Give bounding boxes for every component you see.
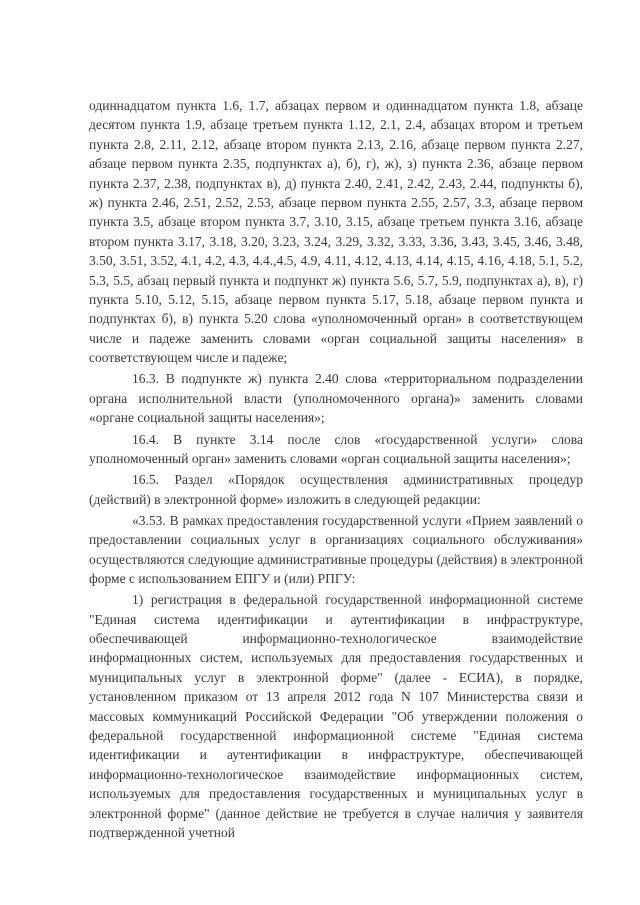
paragraph-item-1: 1) регистрация в федеральной государственной информационной системе "Единая система идентификации и аутентификации в инфраструктуре, обеспечивающей информационно-технологическое взаимодействие информационных систем, используемых для предоставления государственных и муниципальных услуг в электронной форме" (далее - ЕСИА), в порядке, установленном приказом от 13 апреля 2012 года N 107 Министерства связи и массовых коммуникаций Российской Федерации "Об утверждении положения о федеральной государственной информационной системе "Единая система идентификации и аутентификации в инфраструктуре, обеспечивающей информационно-технологическое взаимодействие информационных систем, используемых для предоставления государственных и муниципальных услуг в электронной форме" (данное действие не требуется в случае наличия у заявителя подтвержденной учетной bbox=[89, 592, 583, 841]
paragraph-16-3: 16.3. В подпункте ж) пункта 2.40 слова «территориальном подразделении органа исполнительной власти (уполномоченного органа)» заменить словами «органе социальной защиты населения»; bbox=[89, 371, 583, 426]
paragraph-16-5: 16.5. Раздел «Порядок осуществления административных процедур (действий) в электронной форме» изложить в следующей редакции: bbox=[89, 472, 583, 507]
paragraph-3-53: «3.53. В рамках предоставления государственной услуги «Прием заявлений о предоставлении социальных услуг в организациях социального обслуживания» осуществляются следующие административные процедуры (действия) в электронной форме с использованием ЕПГУ и (или) РПГУ: bbox=[89, 512, 584, 586]
document-body bbox=[89, 96, 583, 844]
paragraph-16-4: 16.4. В пункте 3.14 после слов «государственной услуги» слова уполномоченный орган» заменить словами «орган социальной защиты населения»; bbox=[89, 431, 583, 466]
paragraph-amendment-list: одиннадцатом пункта 1.6, 1.7, абзацах первом и одиннадцатом пункта 1.8, абзаце десятом пункта 1.9, абзаце третьем пункта 1.12, 2.1, 2.4, абзацах втором и третьем пункта 2.8, 2.11, 2.12, абзаце втором пункта 2.13, 2.16, абзаце первом пункта 2.27, абзаце первом пункта 2.35, подпунктах а), б), г), ж), з) пункта 2.36, абзаце первом пункта 2.37, 2.38, подпунктах в), д) пункта 2.40, 2.41, 2.42, 2.43, 2.44, подпункты б), ж) пункта 2.46, 2.51, 2.52, 2.53, абзаце первом пункта 2.55, 2.57, 3.3, абзаце первом пункта 3.5, абзаце втором пункта 3.7, 3.10, 3.15, абзаце третьем пункта 3.16, абзаце втором пункта 3.17, 3.18, 3.20, 3.23, 3.24, 3.29, 3.32, 3.33, 3.36, 3.43, 3.45, 3.46, 3.48, 3.50, 3.51, 3.52, 4.1, 4.2, 4.3, 4.4.,4.5, 4.9, 4.11, 4.12, 4.13, 4.14, 4.15, 4.16, 4.18, 5.1, 5.2, 5.3, 5.5, абзац первый пункта и подпункт ж) пункта 5.6, 5.7, 5.9, подпунктах а), в), г) пункта 5.10, 5.12, 5.15, абзаце первом пункта 5.17, 5.18, абзаце первом пункта и подпунктах б), в) пункта 5.20 слова «уполномоченный орган» в соответствующем числе и падеже заменить словами «орган социальной защиты населения» в соответствующем числе и падеже; bbox=[89, 98, 583, 366]
